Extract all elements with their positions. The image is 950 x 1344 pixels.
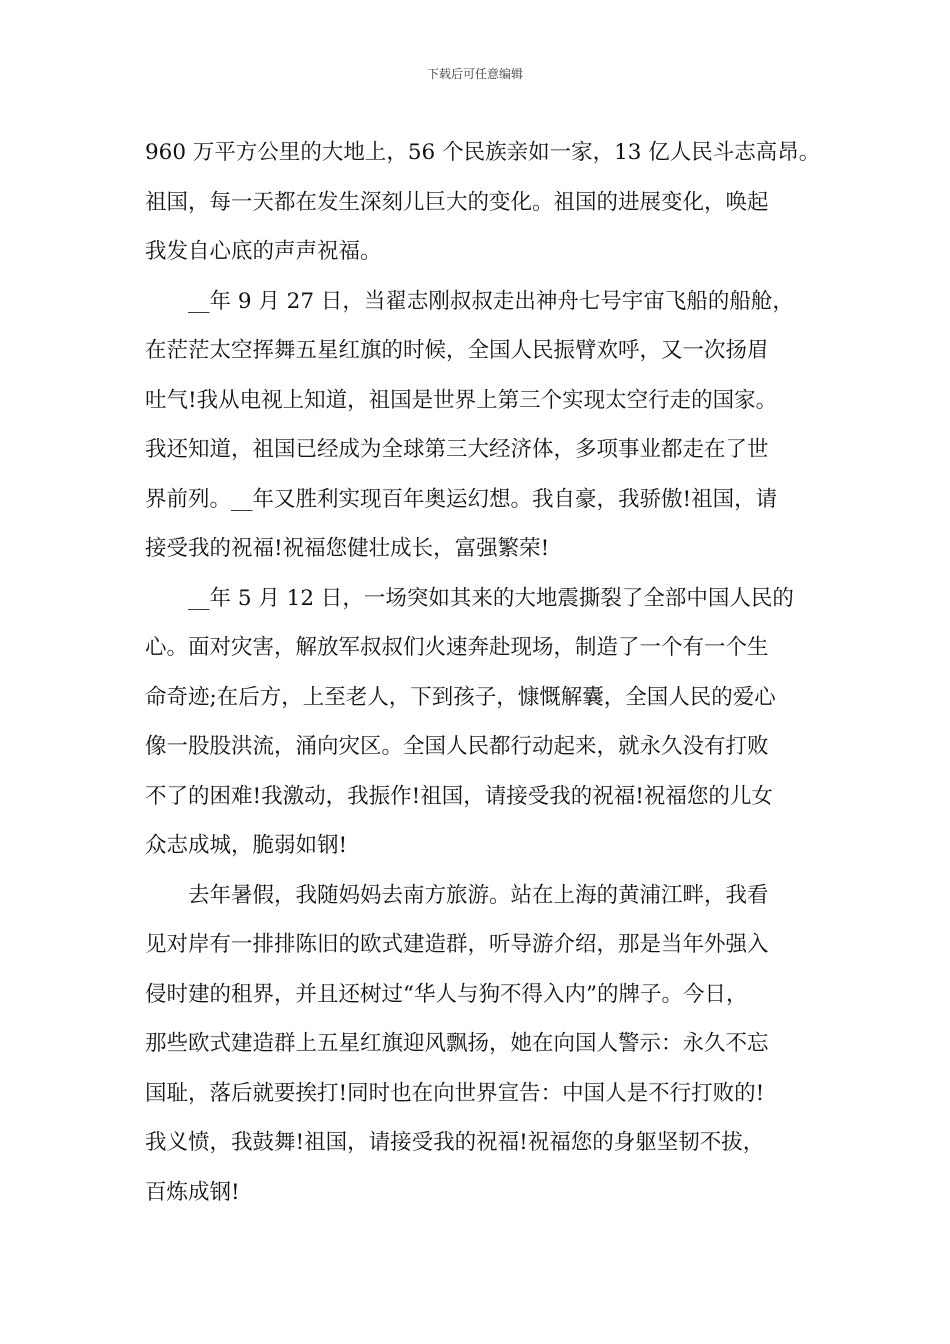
text-line: 那些欧式建造群上五星红旗迎风飘扬，她在向国人警示：永久不忘 [145,1031,769,1056]
document-body [145,128,821,1217]
text-line: 命奇迹;在后方，上至老人，下到孩子，慷慨解囊，全国人民的爱心 [145,684,776,710]
text-line: 我义愤，我鼓舞!祖国，请接受我的祝福!祝福您的身躯坚韧不拔， [145,1130,765,1155]
text-line: 祖国，每一天都在发生深刻儿巨大的变化。祖国的进展变化，唤起 [145,189,769,215]
text-line: 百炼成钢! [145,1179,240,1205]
paragraph-start: __年 5 月 12 日，一场突如其来的大地震撕裂了全部中国人民的 [188,585,794,611]
text-line: 众志成城，脆弱如钢! [145,833,348,858]
text-line: 国耻，落后就要挨打!同时也在向世界宣告：中国人是不行打败的! [145,1080,765,1106]
text-line: 960 万平方公里的大地上，56 个民族亲如一家，13 亿人民斗志高昂。 [145,140,821,165]
text-line: 不了的困难!我激动，我振作!祖国，请接受我的祝福!祝福您的儿女 [145,783,773,809]
text-line: 见对岸有一排排陈旧的欧式建造群，听导游介绍，那是当年外强入 [145,932,769,957]
text-line: 接受我的祝福!祝福您健壮成长，富强繁荣! [145,536,550,561]
page-header: 下载后可任意编辑 [426,67,523,81]
text-line: 侵时建的租界，并且还树过“华人与狗不得入内”的牌子。今日， [145,981,748,1007]
text-line: 像一股股洪流，涌向灾区。全国人民都行动起来，就永久没有打败 [145,734,769,759]
text-line: 吐气!我从电视上知道，祖国是世界上第三个实现太空行走的国家。 [145,387,778,413]
paragraph-start: __年 9 月 27 日，当翟志刚叔叔走出神舟七号宇宙飞船的船舱， [188,288,794,314]
text-line: 心。面对灾害，解放军叔叔们火速奔赴现场，制造了一个有一个生 [145,635,769,660]
paragraph-start: 去年暑假，我随妈妈去南方旅游。站在上海的黄浦江畔，我看 [188,882,769,908]
text-line: 我发自心底的声声祝福。 [145,239,382,264]
text-line: 在茫茫太空挥舞五星红旗的时候，全国人民振臂欢呼，又一次扬眉 [145,338,769,363]
text-line: 界前列。__年又胜利实现百年奥运幻想。我自豪，我骄傲!祖国，请 [145,486,778,512]
text-line: 我还知道，祖国已经成为全球第三大经济体，多项事业都走在了世 [145,437,769,462]
